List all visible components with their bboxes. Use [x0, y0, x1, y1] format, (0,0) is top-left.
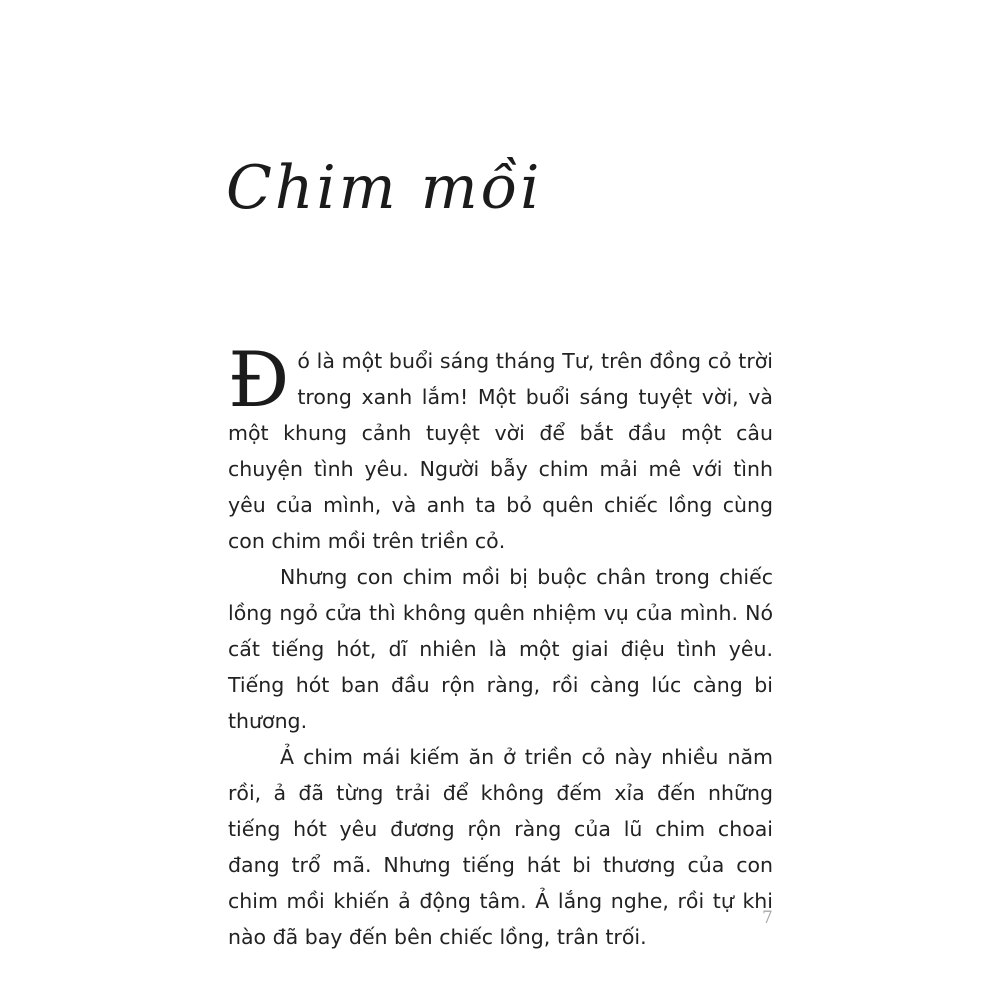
page-number: 7 [762, 908, 773, 928]
paragraph-1-text: ó là một buổi sáng tháng Tư, trên đồng cỏ trời trong xanh lắm! Một buổi sáng tuyệt vời, và một khung cảnh tuyệt vời để bắt đầu một câu chuyện tình yêu. Người bẫy chim mải mê với tình yêu của mình, và anh ta bỏ quên chiếc lồng cùng con chim mồi trên triền cỏ. [228, 349, 773, 553]
chapter-title: Chim mồi [226, 153, 543, 223]
drop-cap: Đ [228, 335, 290, 424]
paragraph-1 [228, 335, 773, 559]
chapter-body [228, 335, 773, 955]
paragraph-3: Ả chim mái kiếm ăn ở triền cỏ này nhiều năm rồi, ả đã từng trải để không đếm xỉa đến những tiếng hót yêu đương rộn ràng của lũ chim choai đang trổ mã. Nhưng tiếng hát bi thương của con chim mồi khiến ả động tâm. Ả lắng nghe, rồi tự khi nào đã bay đến bên chiếc lồng, trân trối. [228, 745, 773, 949]
paragraph-2: Nhưng con chim mồi bị buộc chân trong chiếc lồng ngỏ cửa thì không quên nhiệm vụ của mình. Nó cất tiếng hót, dĩ nhiên là một giai điệu tình yêu. Tiếng hót ban đầu rộn ràng, rồi càng lúc càng bi thương. [228, 565, 773, 733]
